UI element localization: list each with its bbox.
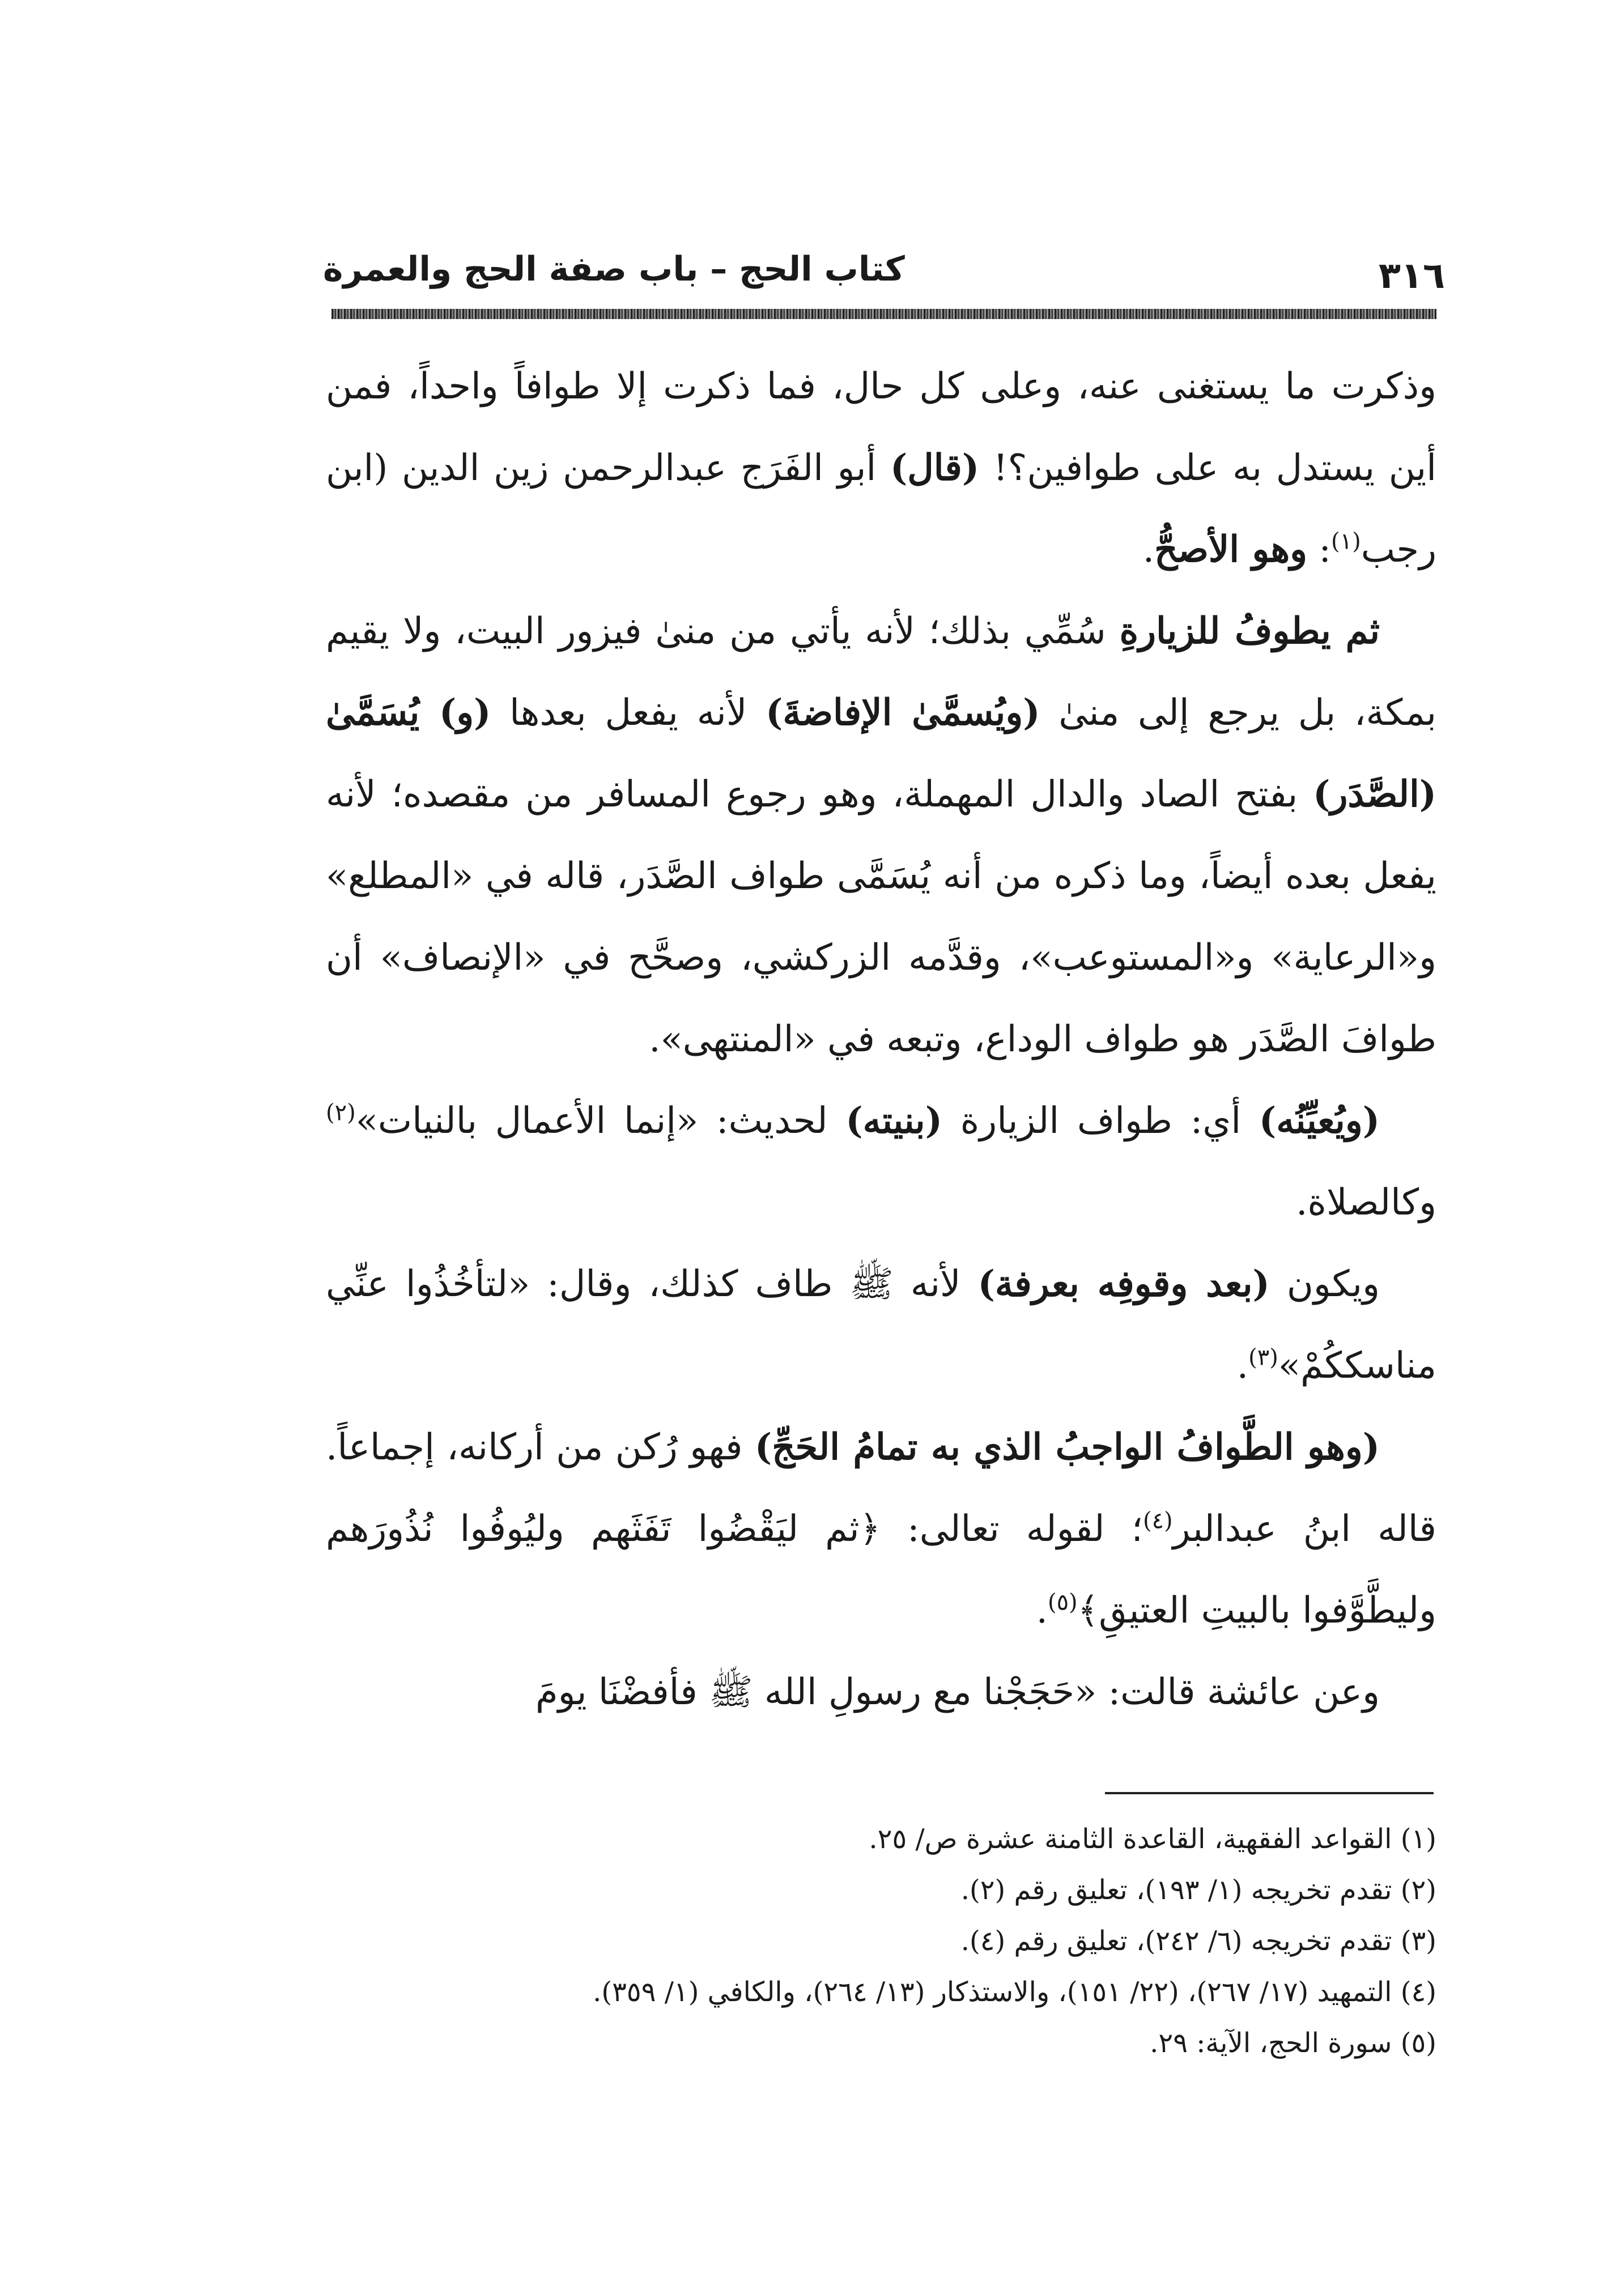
footnote-5: (٥) سورة الحج، الآية: ٢٩. bbox=[1150, 2027, 1436, 2059]
paragraph-4: ويكون (بعد وقوفِه بعرفة) لأنه ﷺ طاف كذلك، وقال: «لتأخُذُوا عنِّي مناسككُمْ»$^{(٣)}$. bbox=[326, 1263, 1436, 1387]
running-title: كتاب الحج – باب صفة الحج والعمرة bbox=[323, 249, 905, 289]
footnote-ref-4[interactable]: (٤) bbox=[1142, 1508, 1173, 1534]
footnote-3: (٣) تقدم تخريجه (٦/ ٢٤٢)، تعليق رقم (٤). bbox=[960, 1925, 1436, 1957]
paragraph-5: (وهو الطَّوافُ الواجبُ الذي به تمامُ الحَجِّ) فهو رُكن من أركانه، إجماعاً. قاله ابنُ عبدالبر$^{(٤)}$؛ لقوله تعالى: ﴿ثم ليَقْضُوا تَفَثَهم وليُوفُوا نُذُورَهم وليطَّوَّفوا بالبيتِ العتيقِ﴾$^{(٥)}$. bbox=[326, 1426, 1437, 1632]
footnote-1: (١) القواعد الفقهية، القاعدة الثامنة عشرة ص/ ٢٥. bbox=[869, 1823, 1436, 1855]
footnote-ref-5[interactable]: (٥) bbox=[1047, 1589, 1078, 1616]
footnote-ref-3[interactable]: (٣) bbox=[1248, 1344, 1278, 1371]
footnote-divider bbox=[1105, 1792, 1434, 1794]
paragraph-1: وذكرت ما يستغنى عنه، وعلى كل حال، فما ذكرت إلا طوافاً واحداً، فمن أين يستدل به على طوافين؟! (قال) أبو الفَرَج عبدالرحمن زين الدين (ابن رجب$^{(١)}$: وهو الأصحُّ. bbox=[326, 366, 1437, 571]
paragraph-6: وعن عائشة قالت: «حَجَجْنا مع رسولِ الله ﷺ فأفضْنَا يومَ bbox=[535, 1671, 1380, 1713]
footnotes bbox=[317, 1814, 1436, 2069]
page-number: ٣١٦ bbox=[1378, 255, 1445, 297]
paragraph-2: ثم يطوفُ للزيارةِ سُمِّي بذلك؛ لأنه يأتي من منىٰ فيزور البيت، ولا يقيم بمكة، بل يرجع إلى منىٰ (ويُسمَّىٰ الإفاضةَ) لأنه يفعل بعدها (و) يُسَمَّىٰ (الصَّدَر) بفتح الصاد والدال المهملة، وهو رجوع المسافر من مقصده؛ لأنه يفعل بعده أيضاً، وما ذكره من أنه يُسَمَّى طواف الصَّدَر، قاله في «المطلع» و«الرعاية» و«المستوعب»، وقدَّمه الزركشي، وصحَّح في «الإنصاف» أن طوافَ الصَّدَر هو طواف الوداع، وتبعه في «المنتهى». bbox=[326, 610, 1437, 1060]
main-text bbox=[326, 346, 1436, 1733]
page-header bbox=[323, 249, 1445, 295]
footnote-ref-1[interactable]: (١) bbox=[1330, 528, 1361, 555]
footnote-ref-2[interactable]: (٢) bbox=[326, 1099, 356, 1126]
footnote-2: (٢) تقدم تخريجه (١/ ١٩٣)، تعليق رقم (٢). bbox=[960, 1874, 1436, 1906]
header-divider bbox=[331, 309, 1436, 319]
footnote-4: (٤) التمهيد (١٧/ ٢٦٧)، (٢٢/ ١٥١)، والاستذكار (١٣/ ٢٦٤)، والكافي (١/ ٣٥٩). bbox=[593, 1976, 1436, 2008]
paragraph-3: (ويُعيِّنُه) أي: طواف الزيارة (بنيته) لحديث: «إنما الأعمال بالنيات»$^{(٢)}$ وكالصلاة. bbox=[326, 1099, 1436, 1224]
